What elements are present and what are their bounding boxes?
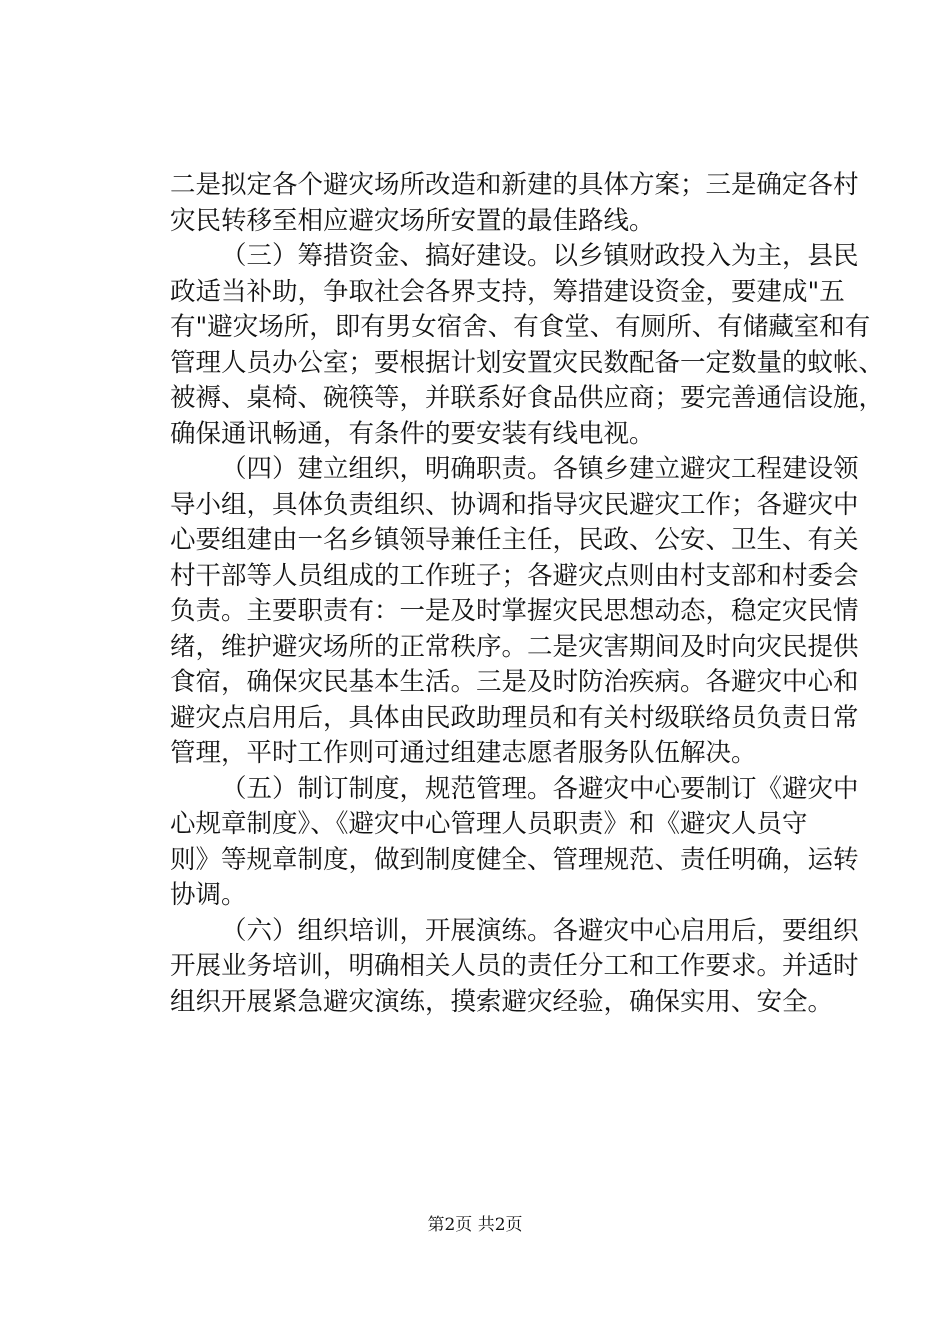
text-line: 心要组建由一名乡镇领导兼任主任，民政、公安、卫生、有关 <box>170 525 859 555</box>
text-line: 协调。 <box>170 880 247 910</box>
text-line: 政适当补助，争取社会各界支持，筹措建设资金，要建成"五 <box>170 276 845 307</box>
text-line: 心规章制度》、《避灾中心管理人员职责》和《避灾人员守 <box>170 809 808 839</box>
text-line: 则》等规章制度，做到制度健全、管理规范、责任明确，运转 <box>170 844 859 875</box>
text-line: 绪，维护避灾场所的正常秩序。二是灾害期间及时向灾民提供 <box>170 631 859 662</box>
text-line: 被褥、桌椅、碗筷等，并联系好食品供应商；要完善通信设施， <box>170 383 885 413</box>
page-number-footer: 第2页 共2页 <box>427 1215 523 1235</box>
text-line: 二是拟定各个避灾场所改造和新建的具体方案；三是确定各村 <box>170 170 859 200</box>
text-line: 管理人员办公室；要根据计划安置灾民数配备一定数量的蚊帐、 <box>170 347 885 378</box>
document-body <box>170 168 885 1020</box>
paragraph-heading-line: （四）建立组织，明确职责。各镇乡建立避灾工程建设领 <box>221 454 859 484</box>
text-line: 管理，平时工作则可通过组建志愿者服务队伍解决。 <box>170 738 757 768</box>
text-line: 村干部等人员组成的工作班子；各避灾点则由村支部和村委会 <box>170 560 859 591</box>
text-line: 导小组，具体负责组织、协调和指导灾民避灾工作；各避灾中 <box>170 489 859 520</box>
text-line: 食宿，确保灾民基本生活。三是及时防治疾病。各避灾中心和 <box>170 667 859 697</box>
paragraph-heading-line: （三）筹措资金、搞好建设。以乡镇财政投入为主，县民 <box>221 241 859 271</box>
paragraph-heading-line: （五）制订制度，规范管理。各避灾中心要制订《避灾中 <box>221 773 859 804</box>
text-line: 有"避灾场所，即有男女宿舍、有食堂、有厕所、有储藏室和有 <box>170 312 871 342</box>
text-line: 确保通讯畅通，有条件的要安装有线电视。 <box>170 418 655 449</box>
text-line: 负责。主要职责有：一是及时掌握灾民思想动态，稳定灾民情 <box>170 596 859 626</box>
text-line: 避灾点启用后，具体由民政助理员和有关村级联络员负责日常 <box>170 702 859 733</box>
text-line: 灾民转移至相应避灾场所安置的最佳路线。 <box>170 205 655 236</box>
paragraph-heading-line: （六）组织培训，开展演练。各避灾中心启用后，要组织 <box>221 915 859 946</box>
text-line: 开展业务培训，明确相关人员的责任分工和工作要求。并适时 <box>170 951 859 981</box>
text-line: 组织开展紧急避灾演练，摸索避灾经验，确保实用、安全。 <box>170 986 834 1017</box>
